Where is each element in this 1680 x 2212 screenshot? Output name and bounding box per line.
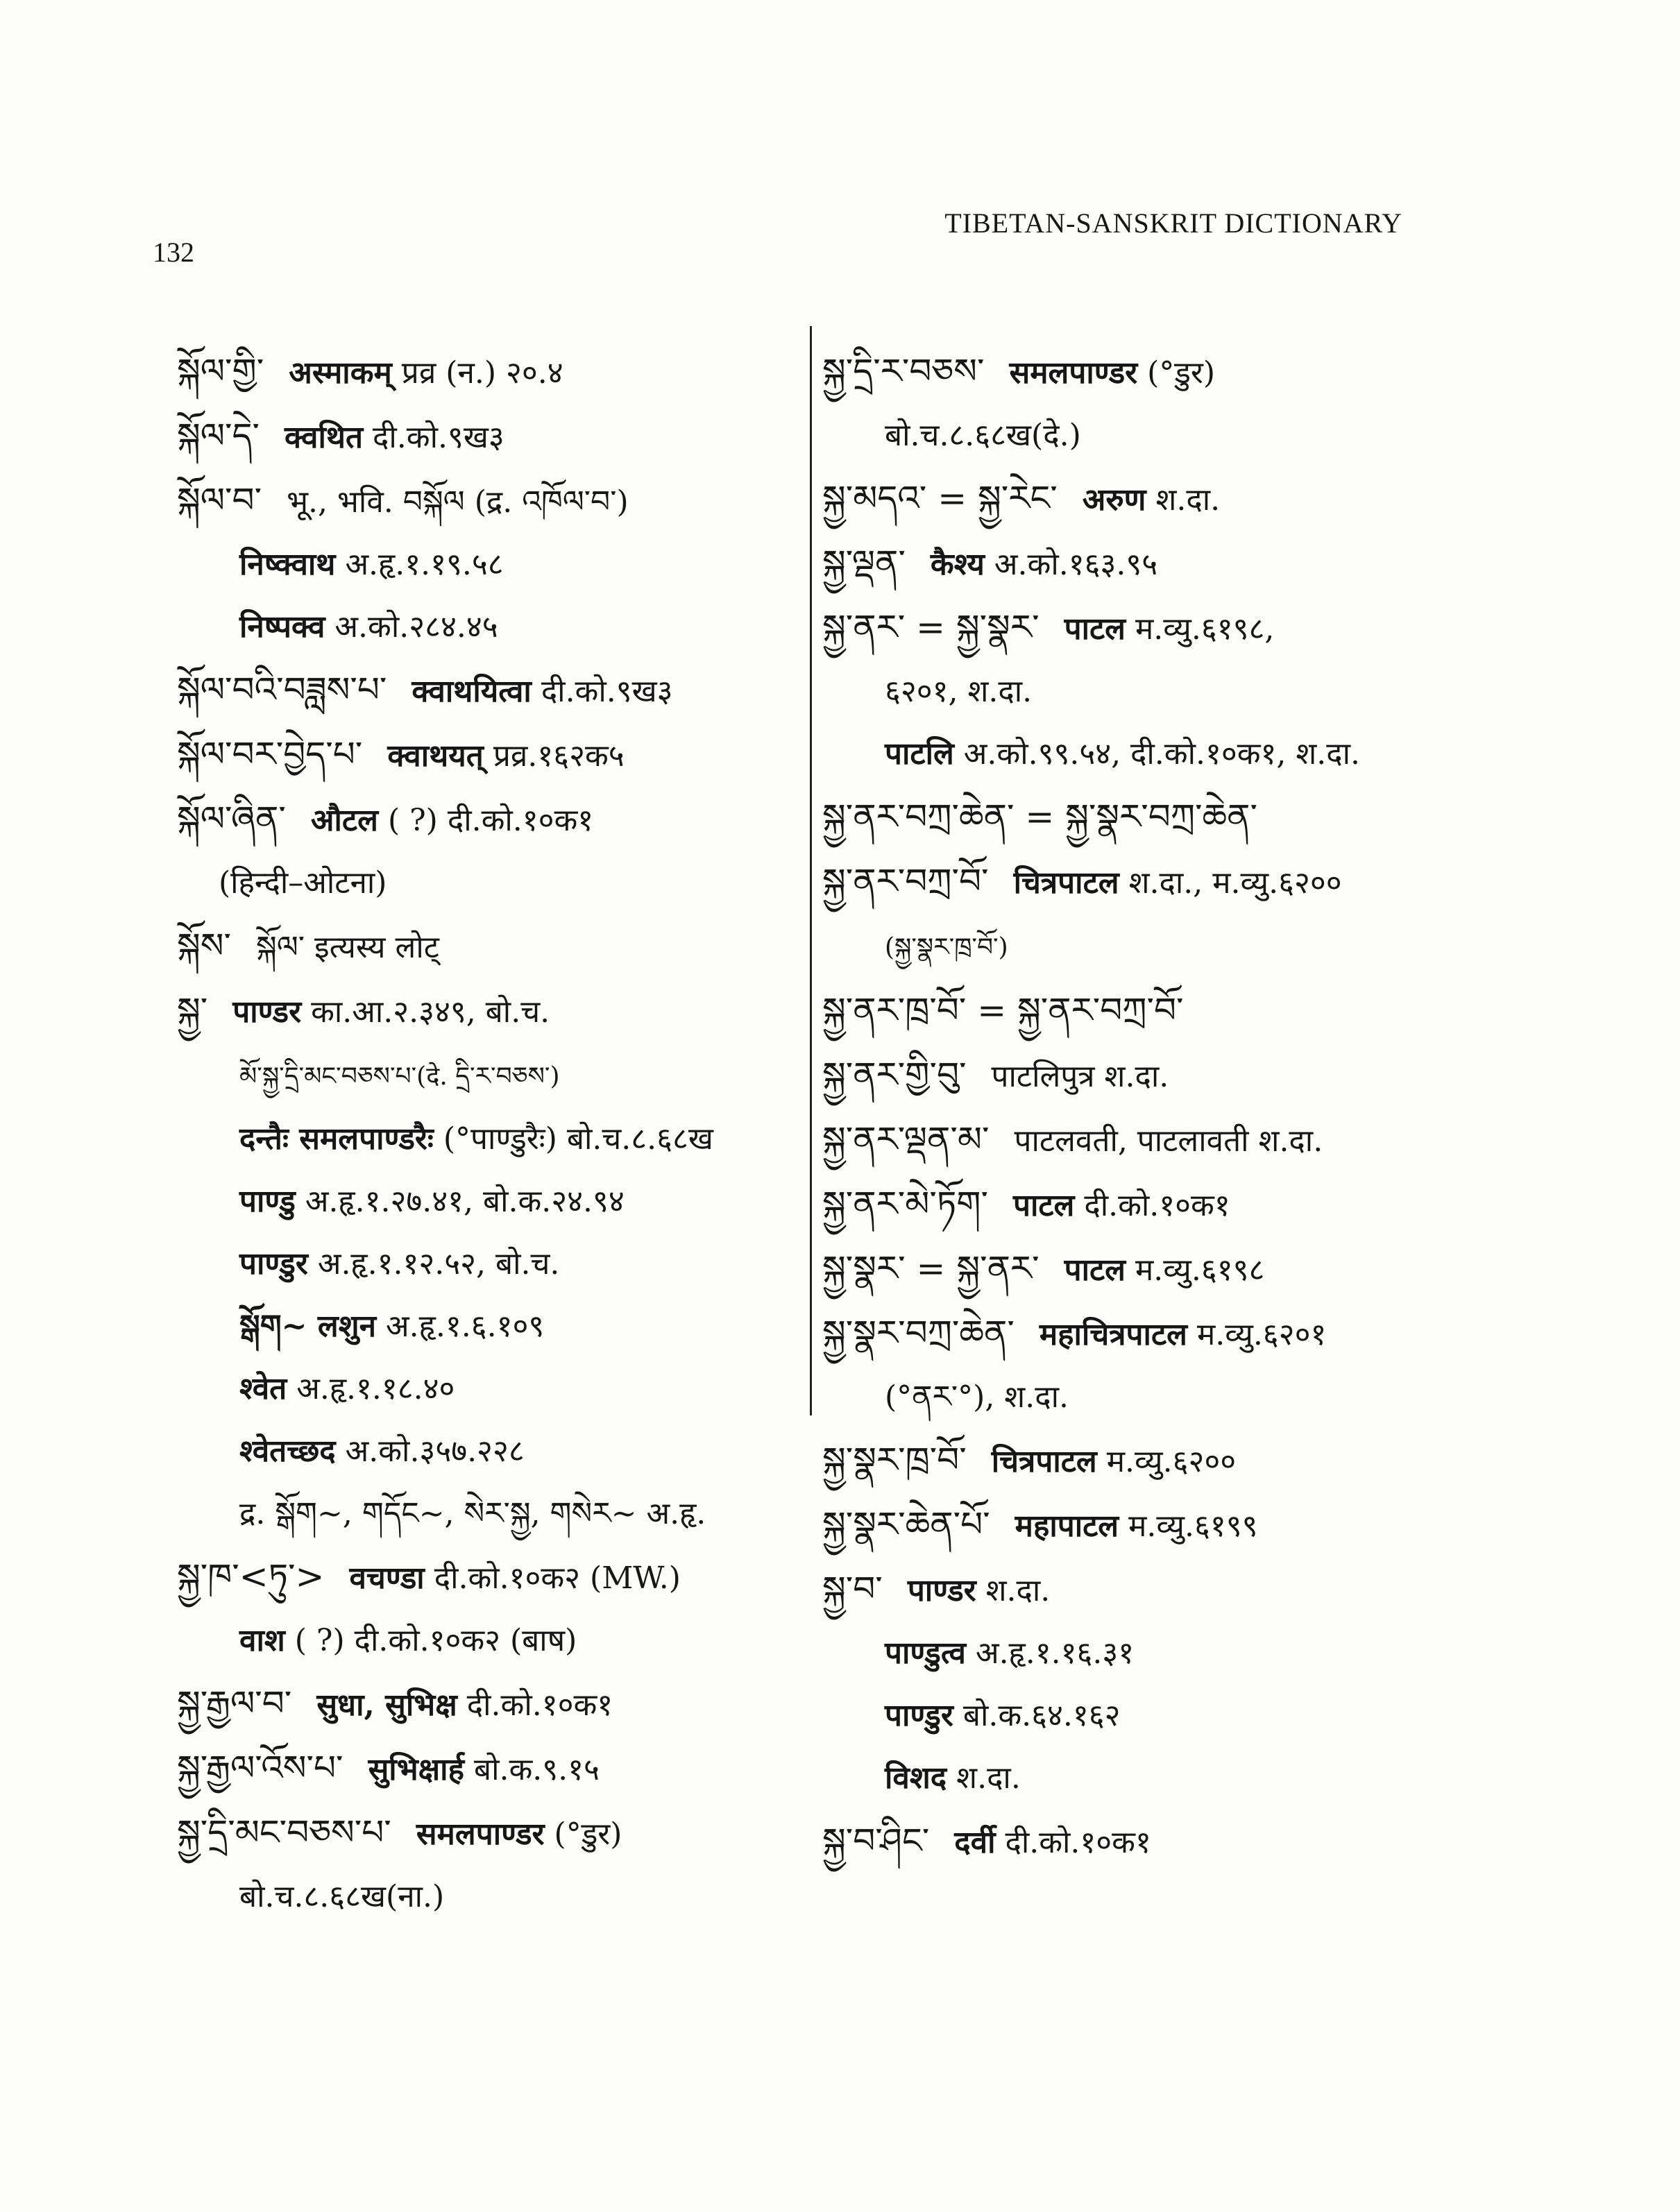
tibetan-headword: སྐྱ་ནར་བཀྲ་ཆེན་ = སྐྱ་སྣར་བཀྲ་ཆེན་ [822, 797, 1257, 837]
reference: बो.क.९.१५ [473, 1752, 600, 1787]
tibetan-headword: སྐོལ་ཞིན་ [177, 799, 286, 839]
sanskrit-equivalent: श्वेत [239, 1371, 287, 1406]
tibetan-headword: སྐྱ་མདའ་ = སྐྱ་རེང་ [822, 478, 1058, 518]
dictionary-entry [177, 1233, 795, 1295]
sanskrit-equivalent: སྒོག~ लशुन [239, 1309, 377, 1344]
dictionary-entry [822, 340, 1447, 405]
dictionary-entry [177, 658, 795, 723]
dictionary-entry [177, 469, 795, 534]
tibetan-headword: སྐྱ་ནར་ = སྐྱ་སྣར་ [822, 607, 1040, 647]
tibetan-headword: སྐྱ་སྣར་ཆེན་པོ་ [822, 1504, 990, 1545]
reference: दी.को.९ख३ [541, 674, 673, 709]
reference: बो.च.८.६८ख(ना.) [239, 1879, 445, 1914]
reference: दी.को.१०क१ [466, 1687, 613, 1723]
reference: अ.हृ.१.१६.३१ [975, 1635, 1135, 1671]
dictionary-entry [822, 1108, 1447, 1173]
sanskrit-equivalent: पाण्डर [907, 1573, 976, 1608]
tibetan-headword: སྐོལ་བའི་བཟླས་པ་ [177, 670, 387, 710]
reference: दी.को.१०क१ [1005, 1825, 1151, 1860]
sanskrit-equivalent: वचण्डा [349, 1560, 425, 1596]
dictionary-entry [177, 1672, 795, 1737]
reference: (हिन्दी–ओटना) [219, 865, 387, 901]
reference: (°डुर) [554, 1817, 622, 1852]
tibetan-headword: སྐྱ་ [177, 990, 208, 1030]
reference: का.आ.२.३४९, बो.च. [311, 994, 550, 1030]
dictionary-entry [177, 914, 795, 979]
reference: (སྐྱ་སྣར་ཁྲ་བོ་) [885, 933, 1008, 962]
sanskrit-equivalent: सुभिक्षार्ह [368, 1752, 464, 1787]
dictionary-entry [822, 1622, 1447, 1685]
reference: མོ་སྐྱ་དྲི་མང་བཅས་པ་(दे. དྲི་ར་བཅས་) [239, 1062, 560, 1091]
dictionary-entry [177, 340, 795, 405]
reference: म.व्यु.६१९८ [1135, 1252, 1265, 1288]
sanskrit-equivalent: पाण्डुर [239, 1246, 308, 1282]
dictionary-entry [177, 1483, 795, 1545]
reference: दी.को.९ख३ [373, 420, 504, 455]
dictionary-entry [177, 1358, 795, 1420]
dictionary-entry [177, 852, 795, 914]
sanskrit-equivalent: पाटल [1064, 1252, 1126, 1288]
dictionary-entry [822, 979, 1447, 1044]
reference: पाटलवती, पाटलावती श.दा. [1014, 1123, 1323, 1159]
reference: श.दा., म.व्यु.६२०० [1128, 865, 1342, 901]
reference: प्रव्र.१६२क५ [493, 738, 625, 774]
column-divider [810, 326, 812, 1415]
sanskrit-equivalent: औटल [310, 803, 378, 838]
sanskrit-equivalent: दर्वी [954, 1825, 996, 1860]
tibetan-headword: སྐྱ་བ་ [822, 1569, 883, 1609]
tibetan-headword: སྐྱ་རྒྱལ་བ་ [177, 1683, 292, 1724]
tibetan-headword: སྐོལ་གྱི་ [177, 351, 264, 391]
tibetan-headword: སྐོས་ [177, 926, 231, 966]
dictionary-entry [177, 1610, 795, 1672]
dictionary-entry [177, 1420, 795, 1483]
sanskrit-equivalent: कैश्य [930, 547, 985, 582]
reference: (°डुर) [1147, 355, 1216, 391]
sanskrit-equivalent: सुधा, सुभिक्ष [316, 1687, 457, 1723]
dictionary-entry [177, 405, 795, 469]
dictionary-entry [822, 723, 1447, 785]
dictionary-entry [177, 1866, 795, 1928]
reference: बो.क.६४.१६२ [962, 1698, 1121, 1733]
dictionary-entry [822, 850, 1447, 914]
sanskrit-equivalent: श्वेतच्छद [239, 1433, 336, 1469]
sanskrit-equivalent: निष्क्वाथ [239, 547, 336, 582]
dictionary-entry [822, 1810, 1447, 1874]
dictionary-entry [177, 596, 795, 658]
dictionary-entry [822, 1237, 1447, 1302]
reference: भू., भवि. བསྐོལ (द्र. འཁོལ་བ་) [287, 484, 629, 520]
tibetan-headword: སྐྱ་ནར་གྱི་བུ་ [822, 1055, 967, 1095]
reference: अ.हृ.१.६.१०९ [386, 1309, 545, 1344]
tibetan-headword: སྐྱ་ཁ་<ཏུ་> [177, 1556, 325, 1597]
tibetan-headword: སྐྱ་སྣར་བཀྲ་ཆེན་ [822, 1313, 1015, 1353]
tibetan-headword: སྐོལ་བ་ [177, 480, 262, 520]
sanskrit-equivalent: वाश [239, 1623, 285, 1658]
dictionary-entry [177, 1801, 795, 1866]
dictionary-entry [822, 596, 1447, 661]
reference: पाटलिपुत्र श.दा. [991, 1059, 1169, 1094]
dictionary-entry [822, 531, 1447, 596]
sanskrit-equivalent: पाटल [1012, 1188, 1075, 1223]
sanskrit-equivalent: समलपाण्डर [1009, 355, 1138, 391]
right-column [822, 340, 1447, 1874]
sanskrit-equivalent: पाटल [1064, 611, 1126, 647]
reference: (°ནར་°), श.दा. [885, 1379, 1069, 1415]
dictionary-entry [822, 1558, 1447, 1622]
running-title: TIBETAN-SANSKRIT DICTIONARY [944, 207, 1402, 239]
tibetan-headword: སྐྱ་བ་ཤིང་ [822, 1821, 930, 1861]
sanskrit-equivalent: चित्रपाटल [991, 1444, 1097, 1479]
dictionary-entry [822, 914, 1447, 979]
dictionary-entry [822, 1493, 1447, 1558]
dictionary-entry [177, 534, 795, 596]
tibetan-headword: སྐྱ་སྣར་ = སྐྱ་ནར་ [822, 1248, 1040, 1288]
dictionary-entry [822, 1685, 1447, 1747]
reference: अ.को.९९.५४, दी.को.१०क१, श.दा. [963, 736, 1361, 772]
sanskrit-equivalent: पाण्डुत्व [885, 1635, 966, 1671]
tibetan-headword: སྐྱ་རྒྱལ་འོས་པ་ [177, 1748, 343, 1788]
reference: अ.हृ.१.१८.४० [296, 1371, 455, 1406]
tibetan-headword: སྐོལ་བར་བྱེད་པ་ [177, 734, 363, 774]
sanskrit-equivalent: पाटलि [885, 736, 954, 772]
reference: दी.को.१०क२ (MW.) [434, 1560, 681, 1596]
tibetan-headword: སྐྱ་ནར་བཀྲ་བོ་ [822, 861, 989, 901]
dictionary-entry [177, 1737, 795, 1801]
reference: अ.को.२८४.४५ [334, 609, 498, 645]
reference: श.दा. [956, 1760, 1021, 1796]
page-number: 132 [153, 237, 194, 268]
reference: प्रव्र (न.) २०.४ [401, 355, 563, 391]
sanskrit-equivalent: अरुण [1082, 482, 1146, 518]
sanskrit-equivalent: महाचित्रपाटल [1039, 1317, 1187, 1352]
dictionary-entry [177, 1108, 795, 1171]
dictionary-entry [177, 1545, 795, 1610]
reference: ( ?) दी.को.१०क१ [387, 803, 594, 838]
tibetan-headword: སྐྱ་སྣར་ཁྲ་བོ་ [822, 1440, 967, 1480]
reference: म.व्यु.६२०१ [1196, 1317, 1327, 1352]
dictionary-entry [822, 661, 1447, 723]
tibetan-headword: སྐྱ་དྲི་ར་བཅས་ [822, 351, 985, 391]
dictionary-entry [177, 723, 795, 788]
sanskrit-equivalent: पाण्डु [239, 1184, 296, 1219]
reference: अ.को.१६३.९५ [994, 547, 1158, 582]
reference: अ.हृ.१.१२.५२, बो.च. [317, 1246, 560, 1282]
reference: ६२०१, श.दा. [885, 674, 1033, 709]
dictionary-entry [177, 1044, 795, 1108]
reference: म.व्यु.६१९९ [1128, 1508, 1258, 1544]
dictionary-entry [822, 1366, 1447, 1429]
reference: श.दा. [1155, 482, 1221, 518]
tibetan-headword: སྐྱ་ལྡན་ [822, 543, 906, 583]
sanskrit-equivalent: विशद [885, 1760, 947, 1796]
reference: अ.हृ.१.२७.४१, बो.क.२४.९४ [305, 1184, 625, 1219]
dictionary-entry [822, 1302, 1447, 1366]
dictionary-entry [177, 1295, 795, 1358]
dictionary-entry [177, 979, 795, 1044]
tibetan-headword: སྐྱ་ནར་མེ་ཏོག་ [822, 1184, 988, 1224]
reference: बो.च.८.६८ख(दे.) [885, 418, 1081, 453]
reference: द्र. སྒོག~, གདོང~, སེར་སྐྱ, གསེར~ अ.हृ. [239, 1496, 706, 1531]
dictionary-entry [822, 1044, 1447, 1108]
reference: अ.हृ.१.१९.५८ [345, 547, 504, 582]
sanskrit-equivalent: पाण्डर [232, 994, 302, 1030]
sanskrit-equivalent: अस्माकम् [289, 355, 392, 391]
dictionary-entry [177, 1171, 795, 1233]
reference: दी.को.१०क१ [1084, 1188, 1230, 1223]
dictionary-entry [177, 788, 795, 852]
dictionary-entry [822, 1747, 1447, 1810]
reference: ( ?) दी.को.१०क२ (बाष) [294, 1623, 577, 1658]
sanskrit-equivalent: दन्तैः समलपाण्डरैः [239, 1121, 434, 1157]
sanskrit-equivalent: क्वाथयत् [387, 738, 484, 774]
sanskrit-equivalent: निष्पक्व [239, 609, 325, 645]
dictionary-entry [822, 1173, 1447, 1237]
sanskrit-equivalent: महापाटल [1015, 1508, 1119, 1544]
tibetan-headword: སྐྱ་ནར་ཁྲ་བོ་ = སྐྱ་ནར་བཀྲ་བོ་ [822, 990, 1184, 1030]
reference: སྐོལ་ इत्यस्य लोट् [256, 930, 439, 965]
dictionary-entry [822, 785, 1447, 850]
sanskrit-equivalent: समलपाण्डर [416, 1817, 545, 1852]
tibetan-headword: སྐྱ་ནར་ལྡན་མ་ [822, 1119, 990, 1159]
left-column [177, 340, 795, 1928]
reference: अ.को.३५७.२२८ [345, 1433, 525, 1469]
dictionary-entry [822, 405, 1447, 467]
tibetan-headword: སྐོལ་དེ་ [177, 416, 260, 456]
dictionary-entry [822, 1429, 1447, 1493]
reference: म.व्यु.६२०० [1106, 1444, 1237, 1479]
tibetan-headword: སྐྱ་དྲི་མང་བཅས་པ་ [177, 1812, 391, 1853]
sanskrit-equivalent: क्वथित [285, 420, 364, 455]
reference: (°पाण्डुरैः) बो.च.८.६८ख [443, 1121, 713, 1157]
reference: म.व्यु.६१९८, [1135, 611, 1275, 647]
dictionary-entry [822, 467, 1447, 531]
reference: श.दा. [985, 1573, 1051, 1608]
sanskrit-equivalent: क्वाथयित्वा [411, 674, 532, 709]
sanskrit-equivalent: चित्रपाटल [1013, 865, 1119, 901]
sanskrit-equivalent: पाण्डुर [885, 1698, 953, 1733]
